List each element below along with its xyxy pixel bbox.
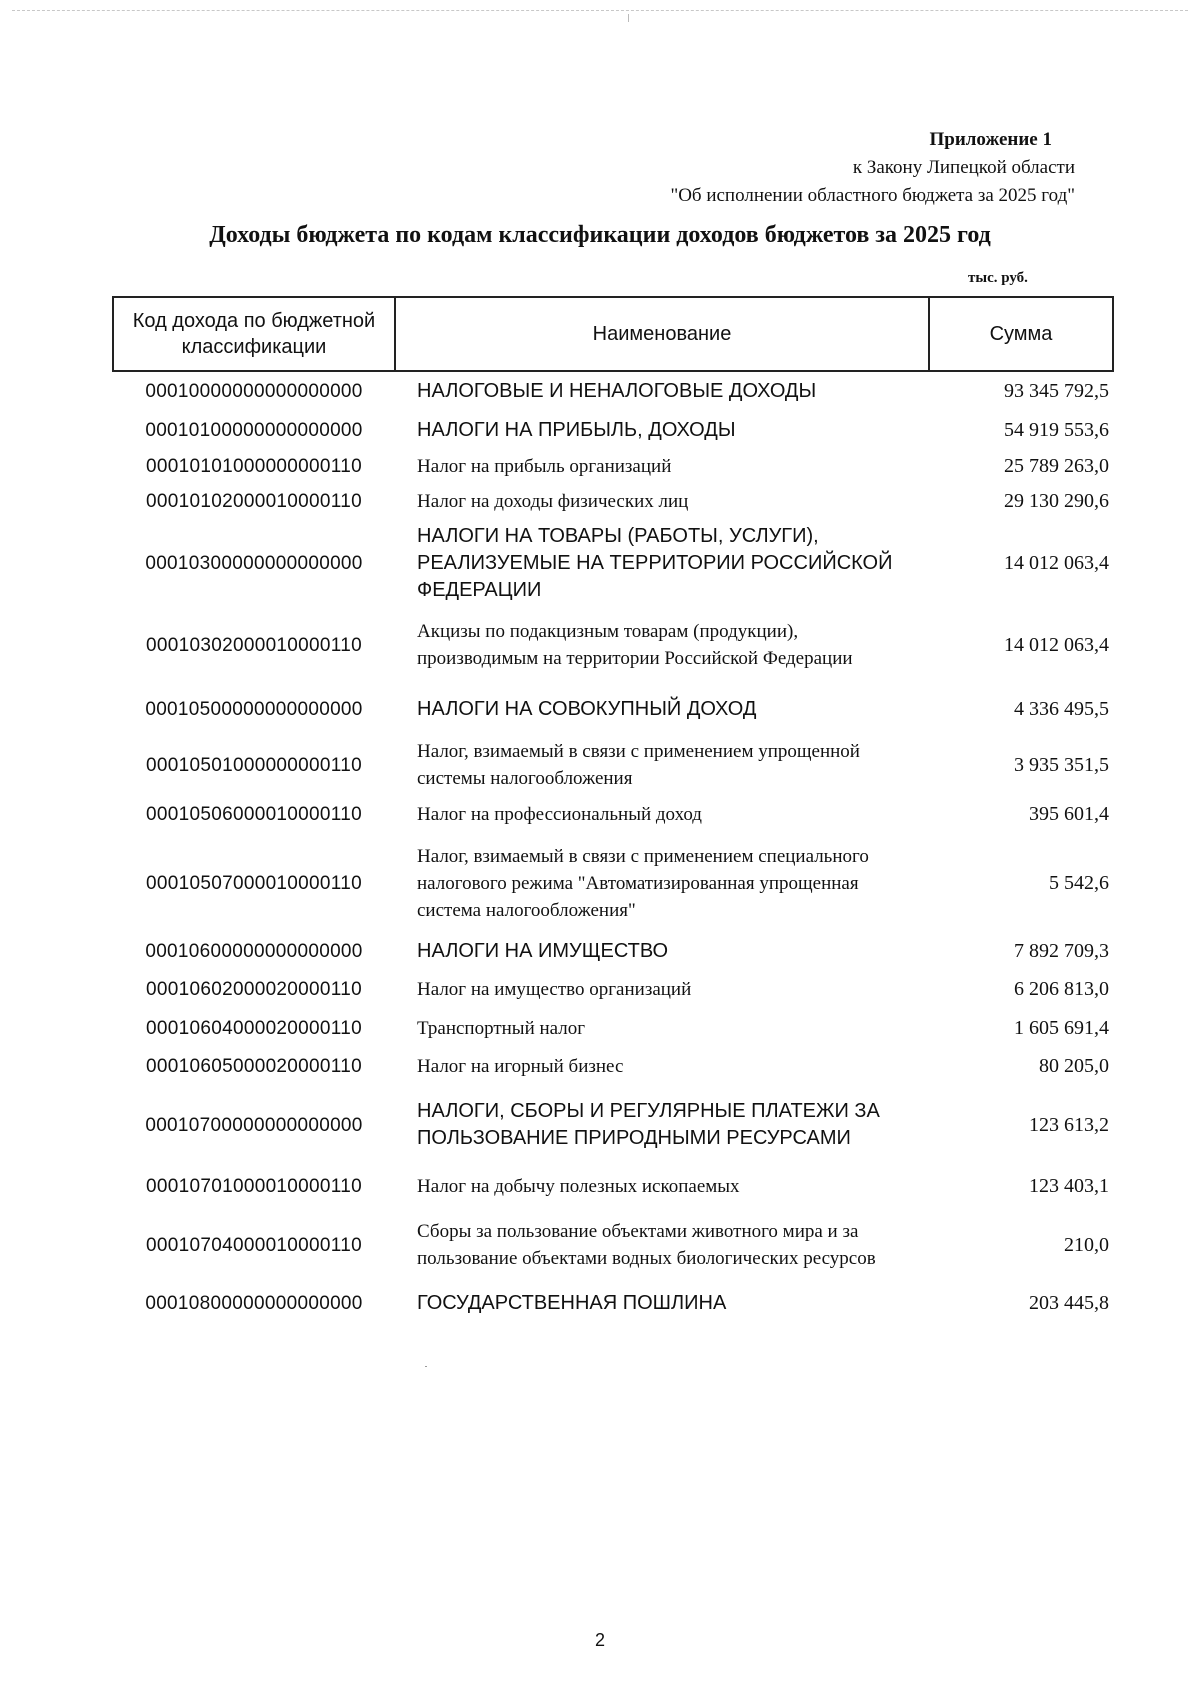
revenue-code: 00010100000000000000: [145, 419, 363, 441]
table-body: [113, 371, 1113, 1323]
revenue-name: Транспортный налог: [417, 1017, 586, 1039]
revenue-code: 00010300000000000000: [145, 552, 363, 574]
revenue-name: НАЛОГИ, СБОРЫ И РЕГУЛЯРНЫЕ ПЛАТЕЖИ ЗА ПОЛЬЗОВАНИЕ ПРИРОДНЫМИ РЕСУРСАМИ: [417, 1100, 880, 1149]
revenue-sum: 5 542,6: [1049, 871, 1109, 894]
revenue-sum: 54 919 553,6: [1004, 418, 1109, 441]
revenue-sum: 4 336 495,5: [1014, 697, 1109, 720]
revenue-name: Налог на профессиональный доход: [417, 803, 702, 825]
revenue-code: 00010701000010000110: [146, 1175, 362, 1197]
scan-artifact: [628, 14, 629, 22]
scan-edge-line: [12, 10, 1188, 11]
revenue-sum: 7 892 709,3: [1014, 939, 1109, 962]
revenue-code: 00010000000000000000: [145, 381, 363, 402]
table-row: [113, 795, 1113, 833]
revenue-sum: 3 935 351,5: [1014, 753, 1109, 776]
table-row: [113, 1085, 1113, 1165]
revenue-code: 00010700000000000000: [145, 1114, 363, 1136]
units-label: тыс. руб.: [968, 270, 1028, 286]
document-title: Доходы бюджета по кодам классификации доходов бюджетов за 2025 год: [209, 222, 991, 248]
revenue-code: 00010704000010000110: [146, 1234, 362, 1256]
revenue-name: ГОСУДАРСТВЕННАЯ ПОШЛИНА: [417, 1291, 727, 1314]
revenue-name: НАЛОГИ НА ТОВАРЫ (РАБОТЫ, УСЛУГИ), РЕАЛИЗУЕМЫЕ НА ТЕРРИТОРИИ РОССИЙСКОЙ ФЕДЕРАЦИИ: [417, 524, 893, 601]
revenue-code: 00010507000010000110: [146, 872, 362, 894]
revenue-code: 00010602000020000110: [146, 978, 362, 1000]
column-header-code: Код дохода по бюджетной классификации: [113, 297, 395, 371]
appendix-title: Приложение 1: [929, 129, 1052, 150]
revenue-name: НАЛОГОВЫЕ И НЕНАЛОГОВЫЕ ДОХОДЫ: [417, 380, 817, 402]
table-row: [113, 519, 1113, 607]
table-row: [113, 411, 1113, 449]
table-row: [113, 1047, 1113, 1085]
table-row: [113, 735, 1113, 795]
revenue-code: 00010800000000000000: [145, 1292, 363, 1314]
table-row: [113, 833, 1113, 933]
revenue-name: Налог, взимаемый в связи с применением специального налогового режима "Автоматизированная упрощенная система налогообложения": [417, 845, 869, 921]
revenue-code: 00010600000000000000: [145, 940, 363, 962]
revenue-name: Налог на игорный бизнес: [417, 1055, 624, 1077]
revenue-code: 00010604000020000110: [146, 1017, 362, 1039]
revenue-code: 00010605000020000110: [146, 1055, 362, 1077]
revenue-name: Сборы за пользование объектами животного мира и за пользование объектами водных биологических ресурсов: [417, 1221, 876, 1269]
table-header-row: [113, 297, 1113, 371]
appendix-law-reference: к Закону Липецкой области: [852, 157, 1075, 178]
revenue-name: Акцизы по подакцизным товарам (продукции), производимым на территории Российской Федерации: [417, 621, 853, 669]
table-row: [113, 607, 1113, 683]
revenue-name: Налог на прибыль организаций: [417, 455, 672, 477]
revenue-sum: 395 601,4: [1029, 802, 1109, 825]
revenue-sum: 210,0: [1064, 1233, 1109, 1256]
revenue-name: Налог на добычу полезных ископаемых: [417, 1175, 740, 1197]
page-number: 2: [594, 1630, 605, 1650]
revenue-code: 00010501000000000110: [146, 754, 362, 776]
table-row: [113, 933, 1113, 969]
revenue-sum: 123 613,2: [1029, 1113, 1109, 1136]
revenue-sum: 14 012 063,4: [1004, 633, 1109, 656]
revenue-name: Налог на доходы физических лиц: [417, 490, 689, 512]
scan-artifact: [425, 1366, 427, 1367]
table-row: [113, 1207, 1113, 1283]
revenue-name: НАЛОГИ НА СОВОКУПНЫЙ ДОХОД: [417, 697, 757, 720]
revenue-code: 00010102000010000110: [146, 490, 362, 512]
table-row: [113, 1009, 1113, 1047]
revenue-sum: 29 130 290,6: [1004, 489, 1109, 512]
revenue-sum: 93 345 792,5: [1004, 380, 1109, 402]
revenue-sum: 1 605 691,4: [1014, 1016, 1109, 1039]
revenue-name: Налог на имущество организаций: [417, 978, 692, 1000]
revenue-sum: 14 012 063,4: [1004, 551, 1109, 574]
table-row: [113, 483, 1113, 519]
table-row: [113, 449, 1113, 483]
revenue-sum: 123 403,1: [1029, 1174, 1109, 1197]
revenue-name: Налог, взимаемый в связи с применением упрощенной системы налогообложения: [417, 741, 860, 789]
table-row: [113, 969, 1113, 1009]
table-row: [113, 1283, 1113, 1323]
column-header-name: Наименование: [395, 297, 929, 371]
revenue-sum: 80 205,0: [1039, 1054, 1109, 1077]
revenue-code: 00010101000000000110: [146, 455, 362, 477]
revenue-sum: 6 206 813,0: [1014, 977, 1109, 1000]
revenue-code: 00010302000010000110: [146, 634, 362, 656]
appendix-law-name: "Об исполнении областного бюджета за 2025 год": [670, 185, 1075, 206]
appendix-header: [670, 126, 1075, 210]
table-row: [113, 683, 1113, 735]
revenue-code: 00010506000010000110: [146, 803, 362, 825]
table-row: [113, 371, 1113, 411]
revenue-code: 00010500000000000000: [145, 698, 363, 720]
revenue-name: НАЛОГИ НА ПРИБЫЛЬ, ДОХОДЫ: [417, 418, 736, 441]
revenue-sum: 25 789 263,0: [1004, 454, 1109, 477]
revenue-table: [112, 296, 1114, 1323]
revenue-name: НАЛОГИ НА ИМУЩЕСТВО: [417, 939, 669, 962]
revenue-sum: 203 445,8: [1029, 1291, 1109, 1314]
column-header-sum: Сумма: [929, 297, 1113, 371]
table-row: [113, 1165, 1113, 1207]
